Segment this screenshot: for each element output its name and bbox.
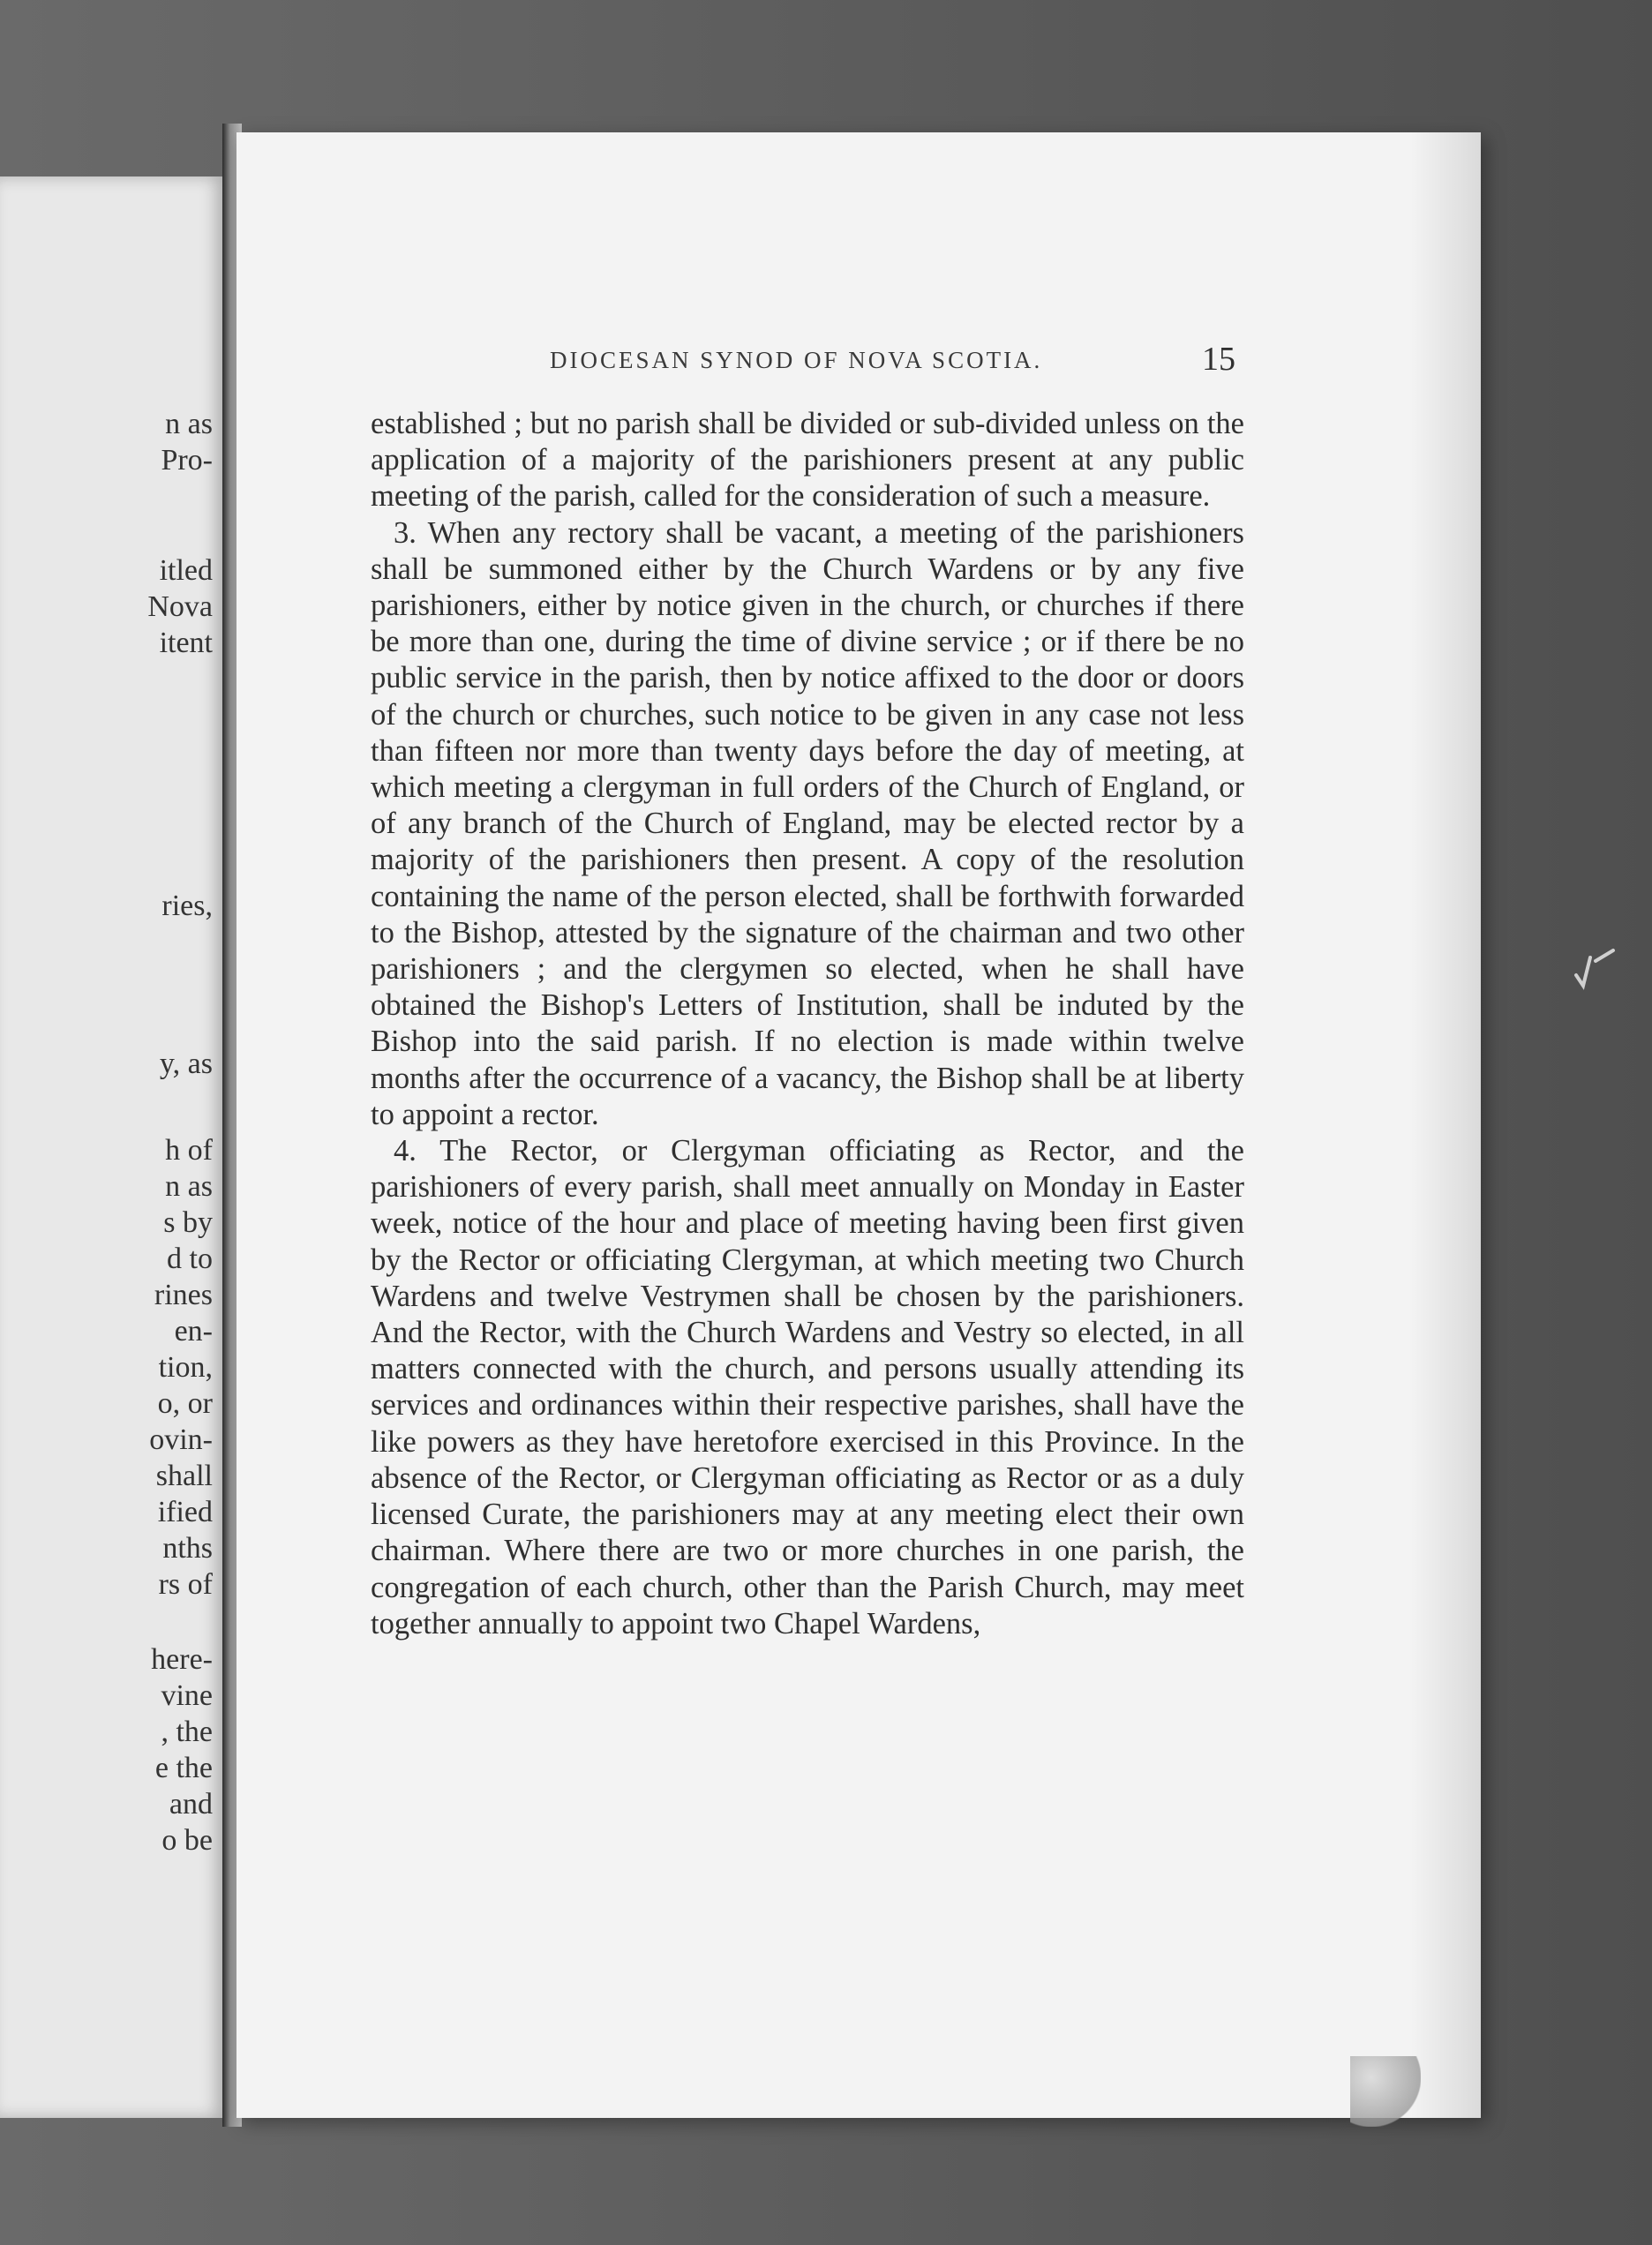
left-line-fragment: nths xyxy=(162,1532,213,1565)
left-line-fragment: ovin- xyxy=(149,1423,213,1456)
left-line-fragment: n as xyxy=(165,1170,213,1203)
left-line-fragment: rs of xyxy=(158,1568,213,1601)
left-line-fragment: s by xyxy=(163,1206,213,1239)
paragraph-continuation: established ; but no parish shall be divided or sub-divided unless on the application of a majority of the parishioners present at any public meeting of the parish, called for the consideration of such a measure. xyxy=(371,407,1244,514)
paragraph-section-4: 4. The Rector, or Clergyman officiating as Rector, and the parishioners of every parish, shall meet annually on Monday in Easter week, notice of the hour and place of meeting having been first given by the Rector or officiating Clergyman, at which meeting two Church Wardens and twelve Vestrymen shall be chosen by the parishioners. And the Rector, with the Church Wardens and Vestry so elected, in all matters connected with the church, and persons usually attending its services and ordinances within their respective parishes, shall have the like powers as they have heretofore exercised in this Province. In the absence of the Rector, or Clergyman officiating as Rector or as a duly licensed Curate, the parishioners may at any meeting elect their own chairman. Where there are two or more churches in one parish, the congregation of each church, other than the Parish Church, may meet together annually to appoint two Chapel Wardens, xyxy=(371,1134,1244,1641)
left-line-fragment: here- xyxy=(151,1643,213,1676)
left-line-fragment: shall xyxy=(155,1460,213,1492)
left-line-fragment: n as xyxy=(165,408,213,440)
left-line-fragment: itled xyxy=(159,554,213,587)
left-line-fragment: ified xyxy=(157,1496,213,1528)
left-page xyxy=(0,176,225,2118)
left-line-fragment: en- xyxy=(174,1315,213,1348)
left-line-fragment: rines xyxy=(154,1279,213,1311)
left-line-fragment: vine xyxy=(161,1679,213,1712)
running-head-title: DIOCESAN SYNOD OF NOVA SCOTIA. xyxy=(550,347,1043,373)
paragraph-section-3: 3. When any rectory shall be vacant, a meeting of the parishioners shall be summoned either by the Church Wardens or by any five parishioners, either by notice given in the church, or churches if there be more than one, during the time of divine service ; or if there be no public service in the parish, then by notice affixed to the door or doors of the church or churches, such notice to be given in any case not less than fifteen nor more than twenty days before the day of meeting, at which meeting a clergyman in full orders of the Church of England, or of any branch of the Church of England, may be elected rector by a majority of the parishioners then present. A copy of the resolution containing the name of the person elected, shall be forthwith forwarded to the Bishop, attested by the signature of the chairman and two other parishioners ; and the clergymen so elected, when he shall have obtained the Bishop's Letters of Institution, shall be induted by the Bishop into the said parish. If no election is made within twelve months after the occurrence of a vacancy, the Bishop shall be at liberty to appoint a rector. xyxy=(371,515,1244,1131)
left-line-fragment: Nova xyxy=(147,590,213,623)
pencil-mark-icon xyxy=(1571,940,1624,993)
left-line-fragment: d to xyxy=(167,1243,213,1275)
left-line-fragment: , the xyxy=(161,1716,213,1748)
left-line-fragment: o be xyxy=(161,1824,213,1857)
left-line-fragment: itent xyxy=(159,627,213,659)
left-line-fragment: and xyxy=(169,1788,213,1821)
left-line-fragment: ries, xyxy=(161,890,213,922)
page-corner-wear xyxy=(1350,2056,1421,2127)
left-line-fragment: tion, xyxy=(158,1351,213,1384)
right-page xyxy=(237,132,1481,2118)
body-text xyxy=(371,406,1244,1642)
left-line-fragment: Pro- xyxy=(161,444,213,477)
running-head xyxy=(237,340,1481,384)
left-line-fragment: y, as xyxy=(159,1047,213,1080)
page-number: 15 xyxy=(1202,341,1235,378)
left-line-fragment: o, or xyxy=(157,1387,213,1420)
left-line-fragment: e the xyxy=(154,1752,213,1784)
left-line-fragment: h of xyxy=(165,1134,213,1167)
